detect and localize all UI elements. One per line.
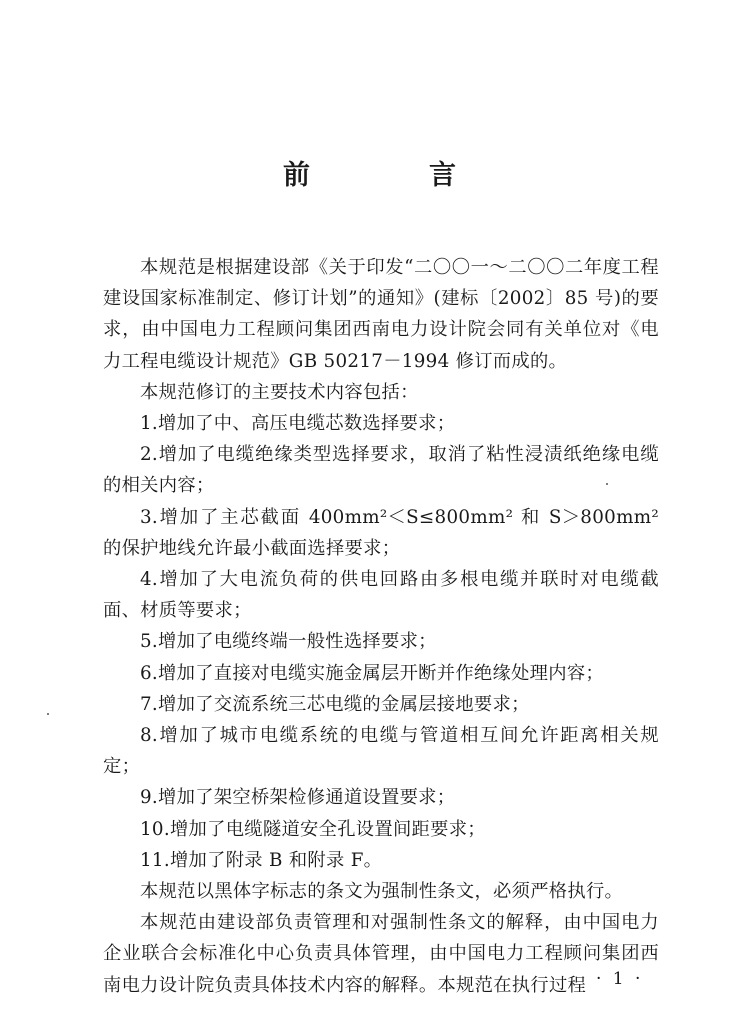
list-item-6: 6.增加了直接对电缆实施金属层开断并作绝缘处理内容； [140, 662, 604, 684]
paragraph-mandatory-clauses: 本规范以黑体字标志的条文为强制性条文，必须严格执行。 [140, 881, 624, 903]
list-item-1: 1.增加了中、高压电缆芯数选择要求； [140, 413, 456, 435]
list-item-2: 2.增加了电缆绝缘类型选择要求，取消了粘性浸渍纸绝缘电缆的相关内容； [103, 444, 659, 497]
paragraph-management: 本规范由建设部负责管理和对强制性条文的解释，由中国电力企业联合会标准化中心负责具体管理，由中国电力工程顾问集团西南电力设计院负责具体技术内容的解释。本规范在执行过程 [103, 912, 659, 996]
paragraph-contents-intro: 本规范修订的主要技术内容包括： [140, 381, 419, 403]
scan-speck [47, 713, 49, 715]
scan-speck [606, 483, 608, 485]
list-item-8: 8.增加了城市电缆系统的电缆与管道相互间允许距离相关规定； [103, 725, 659, 778]
list-item-5: 5.增加了电缆终端一般性选择要求； [140, 631, 437, 653]
list-item-4: 4.增加了大电流负荷的供电回路由多根电缆并联时对电缆截面、材质等要求； [103, 569, 659, 622]
page-number: · 1 · [596, 969, 644, 989]
list-item-11: 11.增加了附录 B 和附录 F。 [140, 849, 383, 871]
page-title: 前 言 [283, 160, 502, 191]
paragraph-revision-basis: 本规范是根据建设部《关于印发“二〇〇一～二〇〇二年度工程建设国家标准制定、修订计划”的通知》(建标〔2002〕85 号)的要求，由中国电力工程顾问集团西南电力设计院会同有关单位对《电力工程电缆设计规范》GB 50217－1994 修订而成的。 [103, 257, 659, 372]
list-item-3: 3.增加了主芯截面 400mm²＜S≤800mm² 和 S＞800mm² 的保护地线允许最小截面选择要求； [103, 506, 659, 559]
list-item-10: 10.增加了电缆隧道安全孔设置间距要求； [140, 818, 486, 840]
body-text [103, 252, 659, 1001]
list-item-7: 7.增加了交流系统三芯电缆的金属层接地要求； [140, 693, 530, 715]
list-item-9: 9.增加了架空桥架检修通道设置要求； [140, 787, 456, 809]
